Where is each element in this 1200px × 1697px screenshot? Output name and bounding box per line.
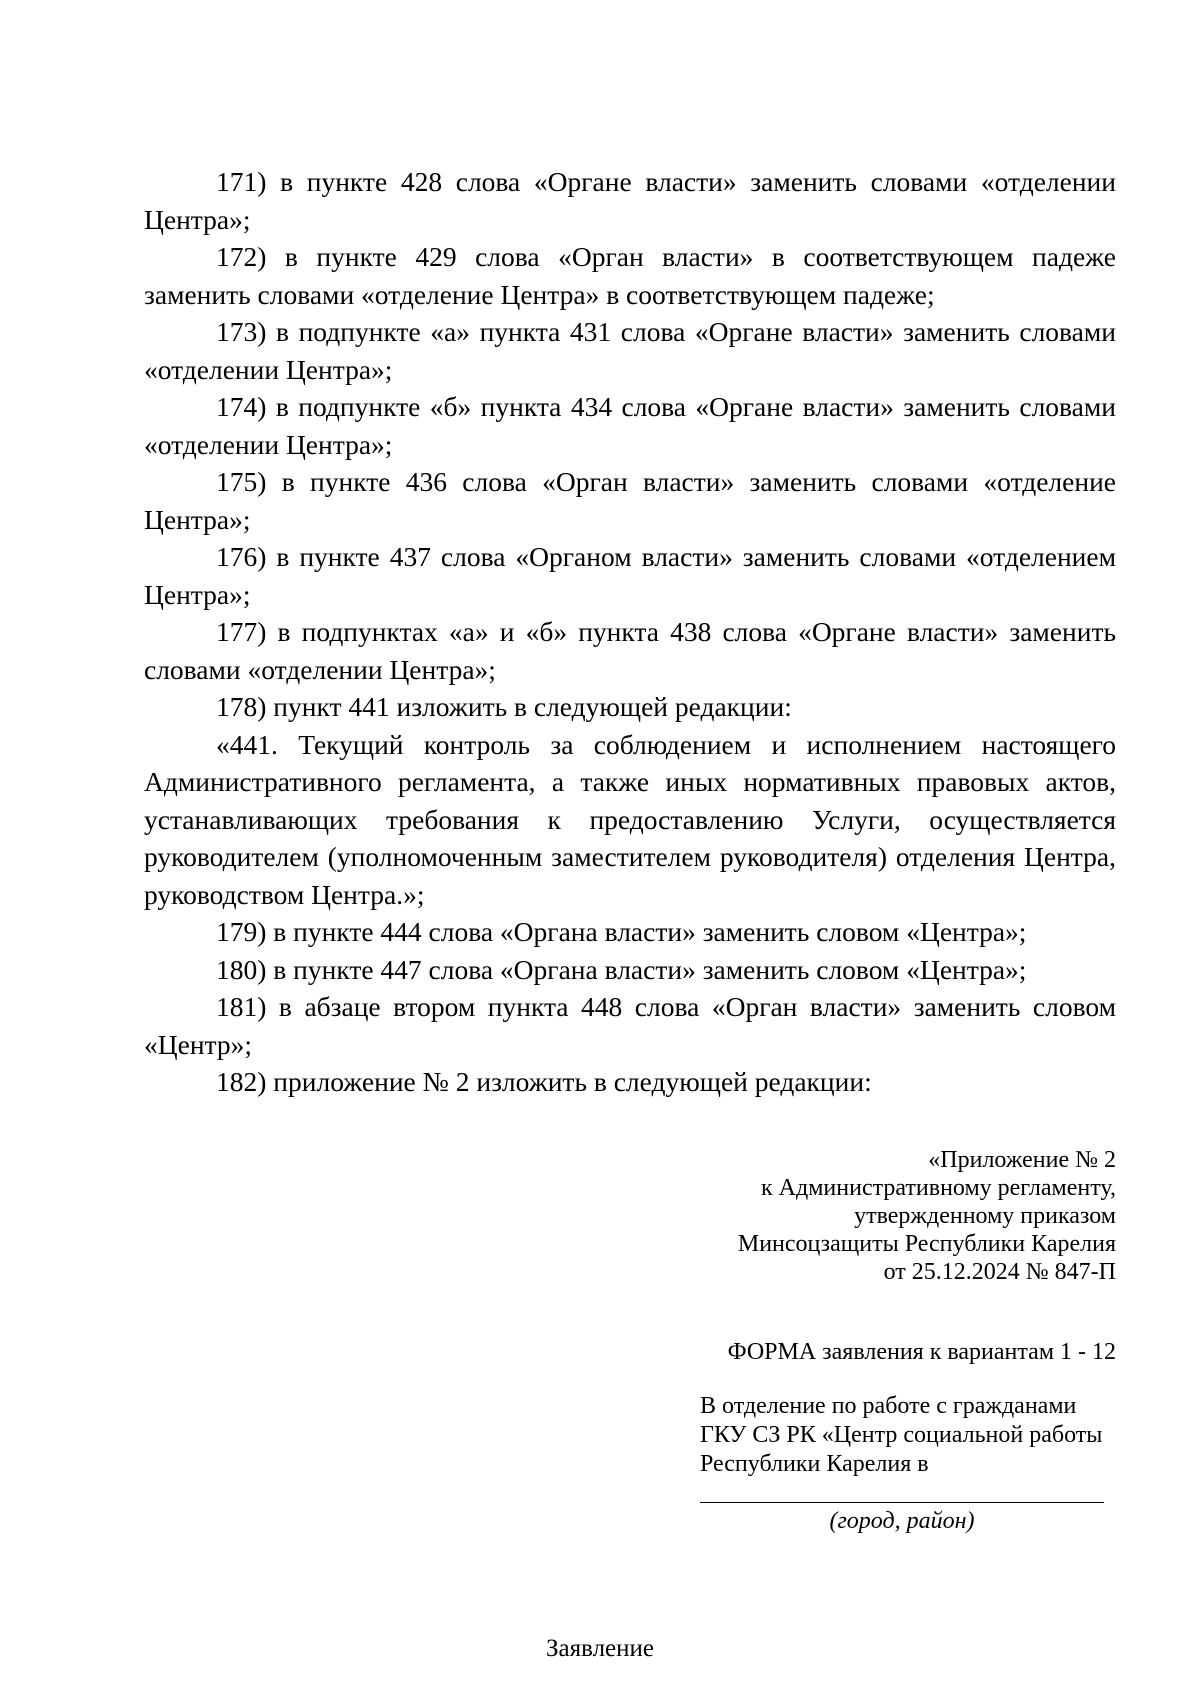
appendix-line: Минсоцзащиты Республики Карелия [737, 1231, 1116, 1257]
paragraph-180: 180) в пункте 447 слова «Органа власти» заменить словом «Центра»; [216, 953, 1027, 985]
paragraph-181: 181) в абзаце втором пункта 448 слова «Орган власти» заменить словом «Центр»; [144, 991, 1116, 1060]
paragraph-171: 171) в пункте 428 слова «Органе власти» заменить словами «отделении Центра»; [144, 166, 1116, 235]
addressee-line: ГКУ СЗ РК «Центр социальной работы [700, 1422, 1103, 1448]
statement-title: Заявление [545, 1635, 655, 1662]
appendix-line: «Приложение № 2 [928, 1147, 1116, 1173]
paragraph-173: 173) в подпункте «а» пункта 431 слова «Органе власти» заменить словами «отделении Центра»; [144, 316, 1116, 385]
addressee-line: В отделение по работе с гражданами [700, 1393, 1077, 1419]
appendix-header [600, 1146, 1116, 1286]
paragraph-182: 182) приложение № 2 изложить в следующей редакции: [216, 1066, 872, 1097]
paragraph-441-quote: «441. Текущий контроль за соблюдением и исполнением настоящего Административного регламента, а также иных нормативных правовых актов, устанавливающих требования к предоставлению Услуги, осуществляется руководителем (уполномоченным заместителем руководителя) отделения Центра, руководством Центра.»; [144, 728, 1116, 910]
paragraph-178: 178) пункт 441 изложить в следующей редакции: [216, 691, 792, 722]
addressee-block [700, 1392, 1120, 1479]
paragraph-177: 177) в подпунктах «а» и «б» пункта 438 слова «Органе власти» заменить словами «отделении Центра»; [144, 616, 1116, 685]
appendix-line: утвержденному приказом [854, 1203, 1116, 1229]
blank-fill-hint: (город, район) [829, 1508, 975, 1534]
paragraph-176: 176) в пункте 437 слова «Органом власти» заменить словами «отделением Центра»; [144, 541, 1116, 610]
appendix-line: к Административному регламенту, [761, 1175, 1116, 1201]
paragraph-172: 172) в пункте 429 слова «Орган власти» в соответствующем падеже заменить словами «отделение Центра» в соответствующем падеже; [144, 241, 1116, 310]
appendix-line: от 25.12.2024 № 847-П [883, 1259, 1116, 1285]
form-title: ФОРМА заявления к вариантам 1 - 12 [727, 1339, 1116, 1365]
paragraph-175: 175) в пункте 436 слова «Орган власти» заменить словами «отделение Центра»; [144, 466, 1116, 535]
paragraph-174: 174) в подпункте «б» пункта 434 слова «Органе власти» заменить словами «отделении Центра»; [144, 391, 1116, 460]
addressee-line: Республики Карелия в [700, 1451, 929, 1477]
paragraph-179: 179) в пункте 444 слова «Органа власти» заменить словом «Центра»; [216, 916, 1027, 947]
blank-fill-line [700, 1502, 1104, 1503]
amendments-body [144, 163, 1116, 1101]
